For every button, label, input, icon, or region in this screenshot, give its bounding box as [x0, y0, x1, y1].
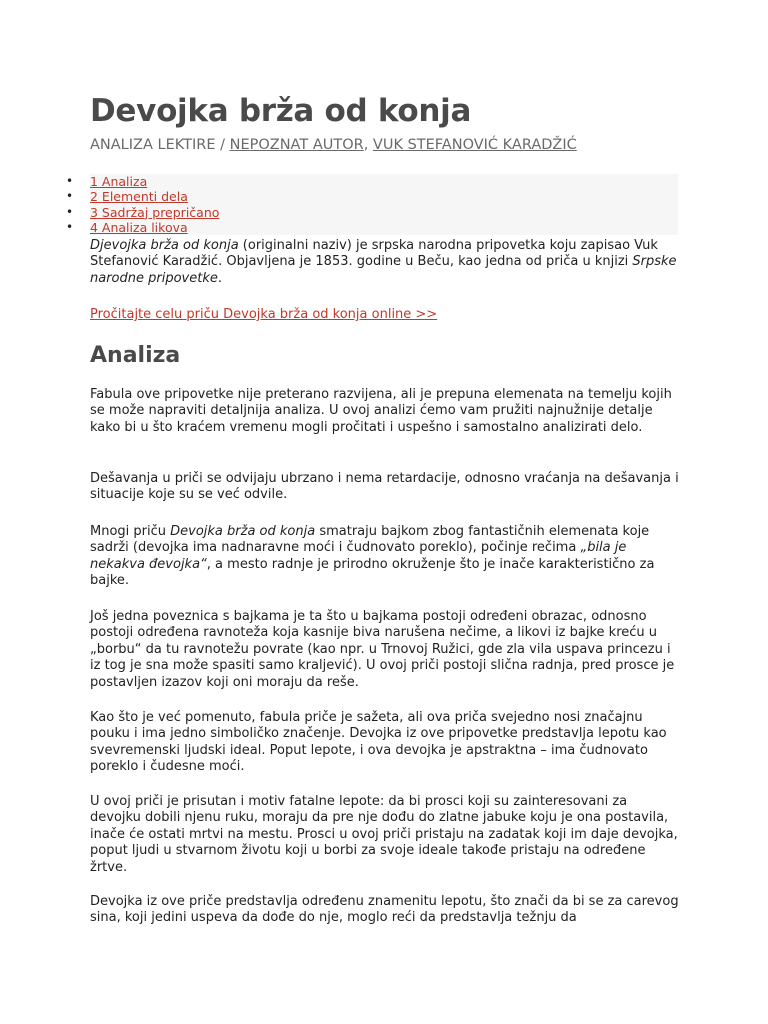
toc-number: 4	[90, 219, 98, 235]
intro-paragraph	[90, 238, 680, 287]
read-online-link[interactable]: Pročitajte celu priču Devojka brža od konja online >>	[90, 307, 438, 322]
paragraph-text: Mnogi priču	[90, 524, 171, 539]
section-heading-analiza: Analiza	[90, 343, 181, 368]
paragraph-4: Još jedna poveznica s bajkama je ta što u bajkama postoji određeni obrazac, odnosno postoji određena ravnoteža koja kasnije biva narušena nečime, a likovi iz bajke kreću u „borbu“ da tu ravnotežu povrate (kao npr. u Trnovoj Ružici, gde zla vila uspava princezu i iz tog je sna može spasiti samo kraljević). U ovoj priči postoji slična radnja, pred prosce je postavljen izazov koji oni moraju da reše.	[90, 609, 675, 690]
quote: „bila je nekakva đevojka“	[90, 540, 627, 572]
toc-label: Sadržaj prepričano	[97, 204, 220, 220]
breadcrumb	[90, 137, 577, 153]
paragraph-7: Devojka iz ove priče predstavlja određenu znamenitu lepotu, što znači da bi se za carevog sina, koji jedini uspeva da dođe do nje, moglo reći da predstavlja težnju da	[90, 894, 679, 926]
toc-link-analiza[interactable]	[90, 174, 147, 189]
toc-number: 3	[90, 204, 98, 220]
book-title: Srpske narodne pripovetke	[90, 254, 677, 286]
paragraph-6: U ovoj priči je prisutan i motiv fatalne lepote: da bi prosci koji su zainteresovani za devojku dobili njenu ruku, moraju da pre nje dođu do zlatne jabuke koju je ona postavila, inače će ostati mrtvi na mestu. Prosci u ovoj priči pristaju na zadatak koji im daje devojka, poput ljudi u stvarnom životu koji u borbi za svoje ideale takođe pristaju na određene žrtve.	[90, 794, 678, 875]
paragraph-3	[90, 524, 680, 590]
toc-item	[90, 205, 678, 220]
breadcrumb-separator: /	[215, 137, 230, 153]
paragraph-text: , a mesto radnje je prirodno okruženje što je inače karakteristično za bajke.	[90, 556, 655, 589]
paragraph-text: smatraju bajkom zbog fantastičnih elemenata koje sadrži (devojka ima nadnaravne moći i čudnovato poreklo), počinje rečima	[90, 524, 650, 556]
toc-link-analiza-likova[interactable]	[90, 220, 188, 235]
original-title: Djevojka brža od konja	[90, 238, 239, 253]
toc-number: 2	[90, 189, 98, 205]
toc-number: 1	[90, 174, 98, 189]
toc-label: Analiza likova	[97, 219, 188, 235]
toc-item	[90, 174, 678, 189]
paragraph-2: Dešavanja u priči se odvijaju ubrzano i nema retardacije, odnosno vraćanja na dešavanja i situacije koje su se već odvile.	[90, 471, 679, 503]
intro-text: (originalni naziv) je srpska narodna pripovetka koju zapisao Vuk Stefanović Karadžić. Objavljena je 1853. godine u Beču, kao jedna od priča u knjizi	[90, 238, 658, 270]
read-online-paragraph	[90, 307, 680, 323]
toc-link-elementi-dela[interactable]	[90, 189, 188, 204]
author-separator: ,	[363, 137, 373, 153]
category-label: ANALIZA LEKTIRE	[90, 137, 216, 153]
author-link-unknown[interactable]: NEPOZNAT AUTOR	[229, 137, 364, 153]
paragraph-1: Fabula ove pripovetke nije preterano razvijena, ali je prepuna elemenata na temelju kojih se može napraviti detaljnija analiza. U ovoj analizi ćemo vam pružiti najnužnije detalje kako bi u što kraćem vremenu mogli pročitati i uspešno i samostalno analizirati delo.	[90, 387, 672, 435]
toc-item	[90, 189, 678, 204]
page-title: Devojka brža od konja	[90, 93, 472, 129]
toc-label: Analiza	[97, 174, 148, 189]
toc-label: Elementi dela	[97, 189, 188, 205]
toc-item	[90, 220, 678, 235]
author-link-karadzic[interactable]: VUK STEFANOVIĆ KARADŽIĆ	[372, 137, 577, 153]
table-of-contents	[90, 174, 678, 235]
story-title: Devojka brža od konja	[170, 524, 316, 539]
toc-link-sadrzaj[interactable]	[90, 205, 219, 220]
intro-text-end: .	[217, 270, 222, 286]
paragraph-5: Kao što je već pomenuto, fabula priče je sažeta, ali ova priča svejedno nosi značajnu pouku i ima jedno simboličko značenje. Devojka iz ove pripovetke predstavlja lepotu kao svevremenski ljudski ideal. Poput lepote, i ova devojka je apstraktna – ima čudnovato poreklo i čudesne moći.	[90, 710, 667, 775]
